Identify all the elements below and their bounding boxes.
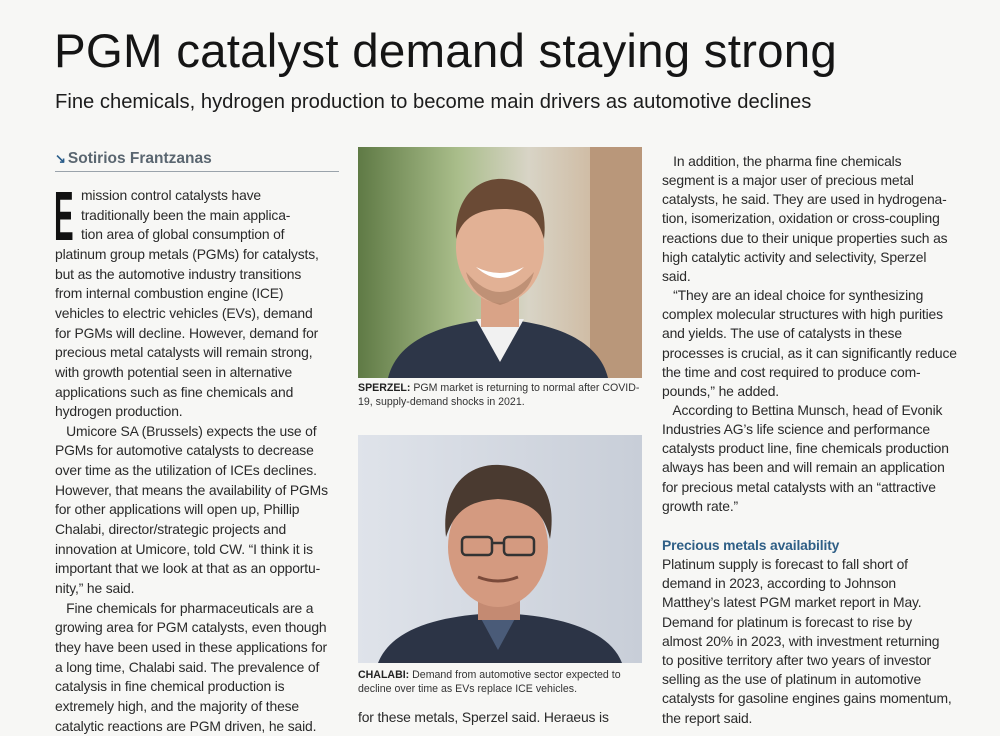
text-line: Demand for platinum is forecast to rise by xyxy=(662,613,913,630)
text-line: a long time, Chalabi said. The prevalence of xyxy=(55,658,320,675)
text-line: tion area of global consumption of xyxy=(81,226,285,243)
text-line: mission control catalysts have xyxy=(81,187,262,203)
text-line: According to Bettina Munsch, head of Evonik xyxy=(662,401,943,418)
text-line: almost 20% in 2023, with investment returning xyxy=(662,632,940,649)
text-line: catalysts product line, fine chemicals production xyxy=(662,440,949,457)
text-line: with growth potential seen in alternative xyxy=(55,363,293,380)
text-line: catalysts, he said. They are used in hydrogena- xyxy=(662,191,947,208)
text-line: to positive territory after two years of investor xyxy=(662,652,932,668)
text-line: tion, isomerization, oxidation or cross-coupling xyxy=(662,210,940,227)
text-line: platinum group metals (PGMs) for catalysts, xyxy=(55,245,319,262)
photo-sperzel xyxy=(358,147,642,378)
text-line: growing area for PGM catalysts, even though xyxy=(55,619,327,636)
text-line: vehicles to electric vehicles (EVs), demand xyxy=(55,304,313,321)
text-line: In addition, the pharma fine chemicals xyxy=(662,153,902,169)
arrow-down-right-icon: ↘ xyxy=(55,151,66,166)
text-line: Industries AG’s life science and performance xyxy=(662,421,931,438)
caption-text: PGM market is returning to normal after COVID-19, supply-demand shocks in 2021. xyxy=(358,382,640,408)
text-line: However, that means the availability of PGMs xyxy=(55,481,328,498)
text-line: growth rate.” xyxy=(662,497,739,514)
text-line: extremely high, and the majority of these xyxy=(55,697,300,714)
article-title: PGM catalyst demand staying strong xyxy=(54,25,837,78)
photo-caption-chalabi xyxy=(358,668,648,696)
text-line: for PGMs will decline. However, demand for xyxy=(55,324,319,341)
text-line: Umicore SA (Brussels) expects the use of xyxy=(55,422,317,439)
text-line: applications such as fine chemicals and xyxy=(55,383,294,400)
text-line: the report said. xyxy=(662,709,753,726)
text-line: but as the automotive industry transitions xyxy=(55,265,302,282)
text-line: catalysis in fine chemical production is xyxy=(55,678,285,695)
text-line: and yields. The use of catalysts in these xyxy=(662,325,902,342)
text-line: Matthey’s latest PGM market report in May. xyxy=(662,594,922,611)
text-line: segment is a major user of precious metal xyxy=(662,172,914,189)
text-line: always has been and will remain an application xyxy=(662,459,945,476)
text-line: said. xyxy=(662,267,691,284)
text-line: over time as the utilization of ICEs declines. xyxy=(55,462,317,479)
text-line: precious metal catalysts will remain strong, xyxy=(55,344,313,361)
text-line: they have been used in these applications for xyxy=(55,638,328,655)
text-line: high catalytic activity and selectivity, Sperzel xyxy=(662,248,927,265)
text-line: Fine chemicals for pharmaceuticals are a xyxy=(55,599,314,616)
caption-text: Demand from automotive sector expected to decline over time as EVs replace ICE vehicles. xyxy=(358,669,621,695)
text-line: for precious metal catalysts with an “attractive xyxy=(662,478,936,495)
text-line: reactions due to their unique properties such as xyxy=(662,229,948,246)
text-line: for these metals, Sperzel said. Heraeus is xyxy=(358,709,609,725)
text-line: for other applications will open up, Phillip xyxy=(55,501,300,518)
caption-name: CHALABI: xyxy=(358,669,410,681)
section-heading: Precious metals availability xyxy=(662,537,840,553)
text-line: PGMs for automotive catalysts to decrease xyxy=(55,442,314,459)
text-line: nity,” he said. xyxy=(55,580,135,596)
text-line: demand in 2023, according to Johnson xyxy=(662,575,896,592)
article-subtitle: Fine chemicals, hydrogen production to become main drivers as automotive declines xyxy=(55,91,812,113)
drop-cap: E xyxy=(54,177,74,255)
photo-chalabi xyxy=(358,435,642,663)
text-line: innovation at Umicore, told CW. “I think it is xyxy=(55,540,313,557)
photo-caption-sperzel xyxy=(358,381,648,409)
text-line: Platinum supply is forecast to fall short of xyxy=(662,556,908,572)
text-line: Chalabi, director/strategic projects and xyxy=(55,521,287,538)
text-line: catalysts for gasoline engines gains momentum, xyxy=(662,690,952,707)
caption-name: SPERZEL: xyxy=(358,382,411,394)
text-line: complex molecular structures with high purities xyxy=(662,306,943,323)
text-line: the time and cost required to produce com- xyxy=(662,363,921,380)
text-line: catalytic reactions are PGM driven, he said. xyxy=(55,717,317,734)
text-line: hydrogen production. xyxy=(55,403,183,420)
text-line: from internal combustion engine (ICE) xyxy=(55,285,284,302)
text-line: traditionally been the main applica- xyxy=(81,206,291,223)
text-line: selling as the use of platinum in automotive xyxy=(662,671,922,688)
author-name[interactable]: Sotirios Frantzanas xyxy=(67,150,212,167)
text-line: “They are an ideal choice for synthesizing xyxy=(662,287,924,304)
text-line: important that we look at that as an opportu- xyxy=(55,560,321,577)
text-line: pounds,” he added. xyxy=(662,382,780,399)
byline xyxy=(55,150,339,172)
text-line: processes is crucial, as it can significantly reduce xyxy=(662,344,957,361)
